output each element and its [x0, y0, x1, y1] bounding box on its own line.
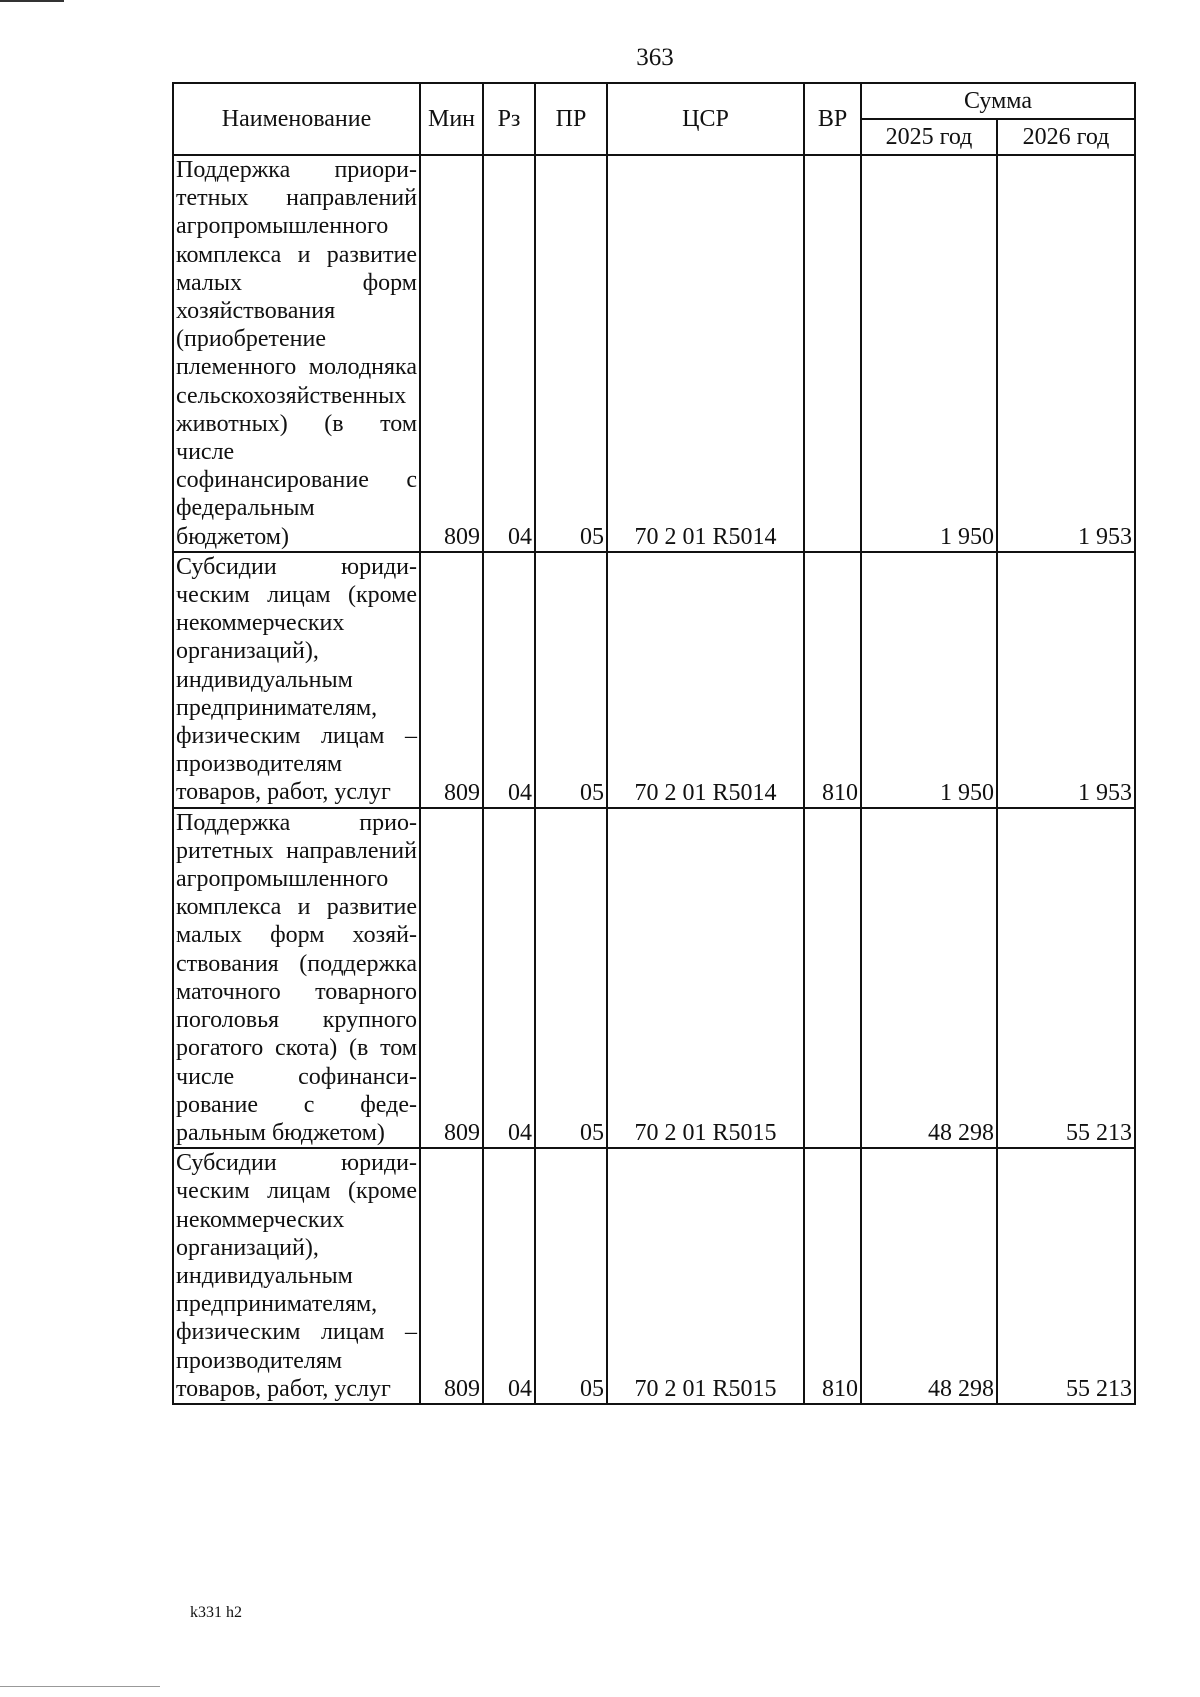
header-min: Мин: [420, 83, 483, 155]
row-csr: 70 2 01 R5014: [607, 155, 804, 552]
budget-table: [172, 82, 1136, 1405]
row-min: 809: [420, 808, 483, 1148]
row-vr: 810: [804, 1148, 861, 1404]
row-sum-2025: 1 950: [861, 155, 997, 552]
table-row: [173, 552, 1135, 808]
row-sum-2026: 1 953: [997, 155, 1135, 552]
table-row: [173, 155, 1135, 552]
header-vr: ВР: [804, 83, 861, 155]
row-pr: 05: [535, 808, 607, 1148]
scan-edge-line: [0, 1686, 160, 1687]
table-row: [173, 1148, 1135, 1404]
row-rz: 04: [483, 552, 535, 808]
footer-code: k331 h2: [190, 1604, 242, 1621]
row-name: Поддержка приоритетных направлений агропромышленного комплекса и развитие малых форм хозяйствования (поддержка маточного товарного поголовья крупного рогатого скота) (в том числе софинансирование с федеральным бюджетом): [173, 808, 420, 1148]
row-csr: 70 2 01 R5015: [607, 1148, 804, 1404]
page-number: 363: [636, 44, 674, 71]
row-rz: 04: [483, 1148, 535, 1404]
scan-corner-mark: [0, 0, 64, 2]
row-csr: 70 2 01 R5015: [607, 808, 804, 1148]
row-sum-2025: 48 298: [861, 808, 997, 1148]
row-rz: 04: [483, 155, 535, 552]
row-csr: 70 2 01 R5014: [607, 552, 804, 808]
header-sum: Сумма: [861, 83, 1135, 119]
header-csr: ЦСР: [607, 83, 804, 155]
row-sum-2025: 1 950: [861, 552, 997, 808]
row-name: Поддержка приоритетных направлений агропромышленного комплекса и развитие малых форм хозяйствования (приобретение племенного молодняка сельскохозяйственных животных) (в том числе софинансирование с федеральным бюджетом): [173, 155, 420, 552]
table-row: [173, 808, 1135, 1148]
row-sum-2026: 55 213: [997, 1148, 1135, 1404]
row-sum-2025: 48 298: [861, 1148, 997, 1404]
row-rz: 04: [483, 808, 535, 1148]
row-name: Субсидии юридическим лицам (кроме некоммерческих организаций), индивидуальным предпринимателям, физическим лицам – производителям товаров, работ, услуг: [173, 1148, 420, 1404]
header-year-2026: 2026 год: [997, 119, 1135, 155]
row-pr: 05: [535, 1148, 607, 1404]
row-pr: 05: [535, 155, 607, 552]
row-min: 809: [420, 1148, 483, 1404]
row-name: Субсидии юридическим лицам (кроме некоммерческих организаций), индивидуальным предпринимателям, физическим лицам – производителям товаров, работ, услуг: [173, 552, 420, 808]
row-sum-2026: 1 953: [997, 552, 1135, 808]
header-name: Наименование: [173, 83, 420, 155]
header-year-2025: 2025 год: [861, 119, 997, 155]
header-pr: ПР: [535, 83, 607, 155]
row-vr: [804, 808, 861, 1148]
row-pr: 05: [535, 552, 607, 808]
row-vr: [804, 155, 861, 552]
row-vr: 810: [804, 552, 861, 808]
row-min: 809: [420, 155, 483, 552]
header-rz: Рз: [483, 83, 535, 155]
row-sum-2026: 55 213: [997, 808, 1135, 1148]
row-min: 809: [420, 552, 483, 808]
